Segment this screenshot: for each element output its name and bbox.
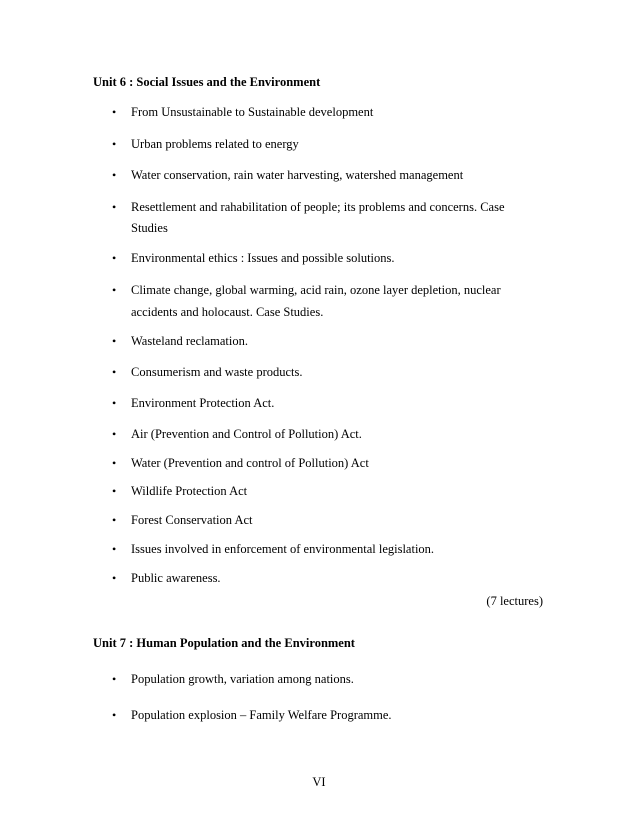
bullet-icon: •	[112, 334, 117, 348]
bullet-icon: •	[112, 396, 117, 410]
list-item: Issues involved in enforcement of environmental legislation.	[131, 542, 435, 556]
bullet-icon: •	[112, 542, 117, 556]
unit7-heading: Unit 7 : Human Population and the Environment	[93, 636, 355, 650]
bullet-icon: •	[112, 105, 117, 119]
list-item: Public awareness.	[131, 571, 221, 585]
list-item: Wildlife Protection Act	[131, 484, 248, 498]
list-item: Urban problems related to energy	[131, 137, 299, 151]
list-item: Water conservation, rain water harvesting, watershed management	[131, 168, 464, 182]
list-item: From Unsustainable to Sustainable development	[131, 105, 374, 119]
list-item: Population growth, variation among nations.	[131, 672, 354, 686]
unit6-heading: Unit 6 : Social Issues and the Environment	[93, 75, 321, 89]
bullet-icon: •	[112, 427, 117, 441]
bullet-icon: •	[112, 672, 117, 686]
list-item: Consumerism and waste products.	[131, 365, 303, 379]
bullet-icon: •	[112, 200, 117, 214]
bullet-icon: •	[112, 365, 117, 379]
list-item: Air (Prevention and Control of Pollution) Act.	[131, 427, 362, 441]
bullet-icon: •	[112, 513, 117, 527]
list-item: Environmental ethics : Issues and possible solutions.	[131, 251, 395, 265]
list-item-continuation: accidents and holocaust. Case Studies.	[131, 305, 324, 319]
list-item: Environment Protection Act.	[131, 396, 275, 410]
list-item: Wasteland reclamation.	[131, 334, 248, 348]
bullet-icon: •	[112, 708, 117, 722]
page-number: VI	[312, 775, 326, 789]
list-item: Resettlement and rahabilitation of people; its problems and concerns. Case	[131, 200, 505, 214]
bullet-icon: •	[112, 571, 117, 585]
bullet-icon: •	[112, 456, 117, 470]
bullet-icon: •	[112, 484, 117, 498]
list-item: Climate change, global warming, acid rain, ozone layer depletion, nuclear	[131, 283, 501, 297]
bullet-icon: •	[112, 251, 117, 265]
list-item: Water (Prevention and control of Pollution) Act	[131, 456, 369, 470]
lectures-count: (7 lectures)	[486, 594, 543, 608]
bullet-icon: •	[112, 137, 117, 151]
bullet-icon: •	[112, 283, 117, 297]
list-item: Forest Conservation Act	[131, 513, 253, 527]
bullet-icon: •	[112, 168, 117, 182]
list-item-continuation: Studies	[131, 221, 168, 235]
list-item: Population explosion – Family Welfare Programme.	[131, 708, 392, 722]
